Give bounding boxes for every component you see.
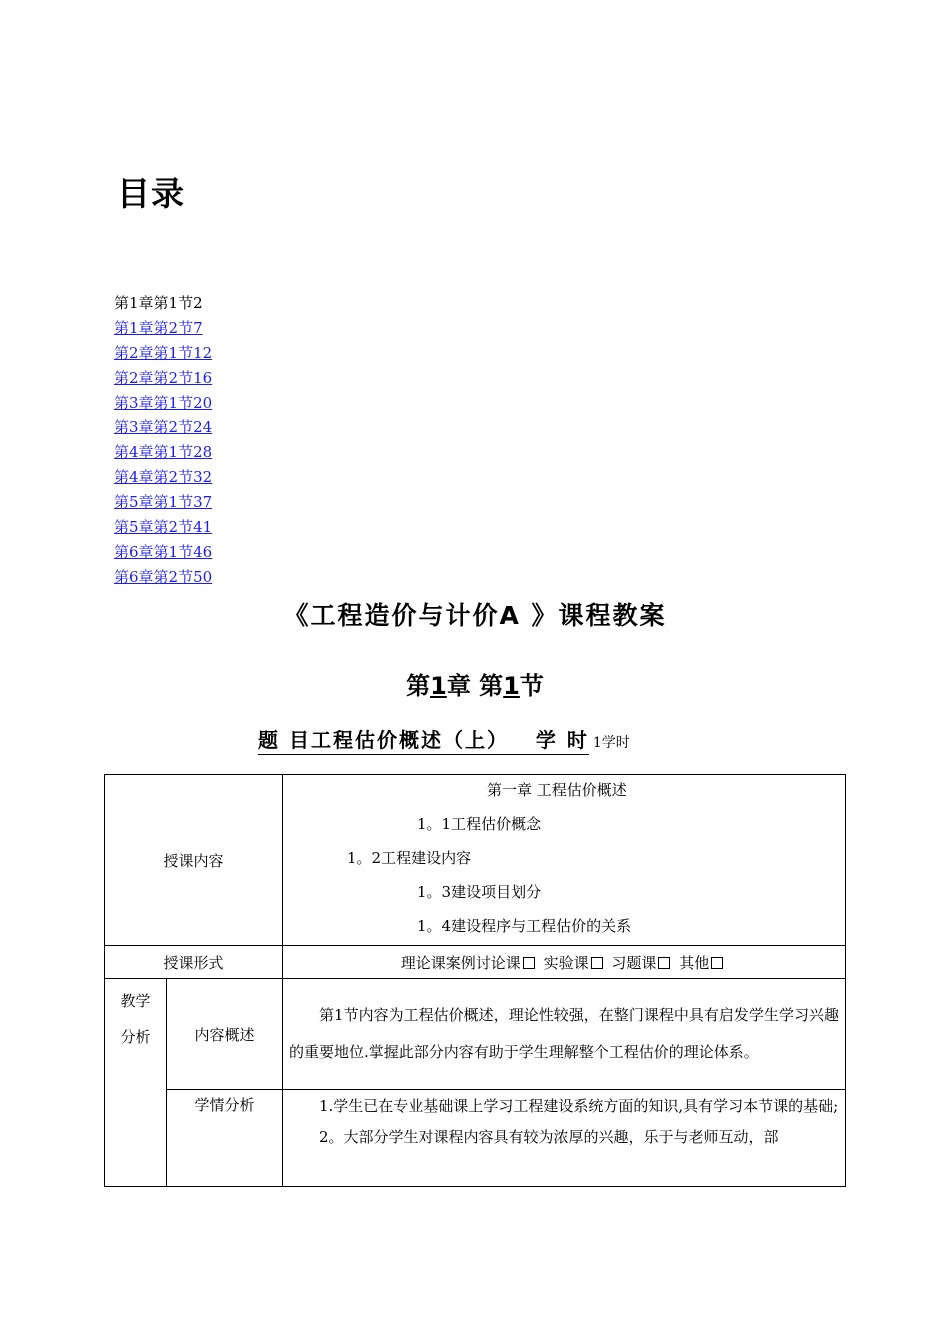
toc-link[interactable]: 第6章第2节50: [114, 567, 213, 586]
toc-link[interactable]: 第1章第2节7: [114, 318, 203, 337]
form-option-2: 实验课: [543, 953, 589, 972]
topic-label: 题 目: [258, 728, 311, 752]
toc-item[interactable]: [114, 415, 212, 440]
checkbox-4[interactable]: [711, 957, 723, 969]
toc-link[interactable]: 第3章第1节20: [114, 393, 213, 412]
toc-link[interactable]: 第6章第1节46: [114, 542, 213, 561]
chapter-mid: 章 第: [446, 672, 504, 700]
students-line-1: 1.学生已在专业基础课上学习工程建设系统方面的知识,具有学习本节课的基础;: [319, 1097, 839, 1115]
form-option-1: 理论课案例讨论课: [400, 953, 521, 972]
chapter-number: 1: [430, 672, 447, 700]
toc-item[interactable]: [114, 540, 212, 565]
content-line-1: 第一章 工程估价概述: [487, 781, 627, 799]
form-option-3: 习题课: [611, 953, 657, 972]
toc-link[interactable]: 第3章第2节24: [114, 418, 213, 437]
checkbox-1[interactable]: [523, 957, 535, 969]
hours-value: 1学时: [592, 735, 630, 751]
analysis-label-line-1: 教学: [120, 992, 151, 1010]
summary-text: 第1节内容为工程估价概述，理论性较强，在整门课程中具有启发学生学习兴趣的重要地位.掌握此部分内容有助于学生理解整个工程估价的理论体系。: [289, 1006, 839, 1061]
toc-title: 目录: [117, 174, 185, 213]
students-line-2: 2。大部分学生对课程内容具有较为浓厚的兴趣，乐于与老师互动，部: [319, 1128, 779, 1146]
toc-link[interactable]: 第2章第2节16: [114, 368, 213, 387]
toc-item: 第1章第1节2: [114, 294, 203, 312]
toc-link[interactable]: 第4章第1节28: [114, 443, 213, 462]
toc-link[interactable]: 第5章第2节41: [114, 518, 213, 537]
course-title: 《工程造价与计价A 》课程教案: [283, 601, 667, 630]
lesson-plan-table: [104, 774, 846, 1187]
content-cell: [283, 775, 846, 946]
content-label: 授课内容: [105, 775, 283, 946]
toc-item[interactable]: [114, 465, 212, 490]
summary-label: 内容概述: [167, 979, 283, 1090]
content-line-2: 1。1工程估价概念: [417, 815, 542, 833]
toc-item[interactable]: [114, 366, 212, 391]
toc-item[interactable]: [114, 490, 212, 515]
chapter-suffix: 节: [519, 672, 544, 700]
analysis-label: [105, 979, 167, 1187]
toc-link[interactable]: 第2章第1节12: [114, 343, 213, 362]
form-label: 授课形式: [105, 946, 283, 979]
toc-item[interactable]: [114, 515, 212, 540]
toc-link[interactable]: 第4章第2节32: [114, 468, 213, 487]
chapter-prefix: 第: [406, 672, 431, 700]
hours-label: 学 时: [535, 728, 589, 752]
content-line-4: 1。3建设项目划分: [417, 883, 542, 901]
content-line-3: 1。2工程建设内容: [347, 849, 472, 867]
toc-item[interactable]: [114, 316, 212, 341]
topic-line: [258, 724, 630, 753]
toc-list: [114, 291, 212, 590]
content-line-5: 1。4建设程序与工程估价的关系: [417, 917, 632, 935]
checkbox-2[interactable]: [591, 957, 603, 969]
form-option-4: 其他: [679, 953, 710, 972]
toc-link[interactable]: 第5章第1节37: [114, 493, 213, 512]
analysis-label-line-2: 分析: [120, 1028, 151, 1046]
topic-value: 工程估价概述（上）: [310, 728, 509, 752]
toc-item[interactable]: [114, 440, 212, 465]
students-label: 学情分析: [167, 1090, 283, 1187]
toc-item[interactable]: [114, 565, 212, 590]
checkbox-3[interactable]: [658, 957, 670, 969]
section-number: 1: [503, 672, 520, 700]
form-options: [283, 946, 846, 979]
chapter-title: [0, 666, 950, 701]
toc-item[interactable]: [114, 341, 212, 366]
toc-item[interactable]: [114, 391, 212, 416]
